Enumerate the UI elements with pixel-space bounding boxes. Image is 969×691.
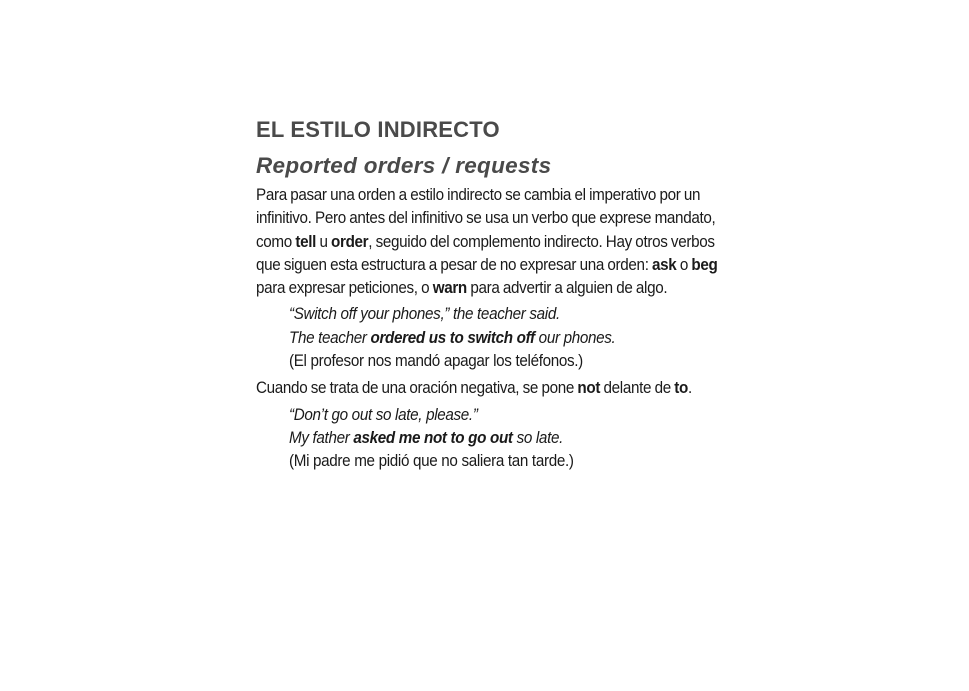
intro-text-2: u [316,232,332,251]
keyword-tell: tell [295,232,317,251]
intro-text-6: para advertir a alguien de algo. [466,279,668,298]
keyword-ask: ask [652,255,677,274]
intro-text-5: para expresar peticiones, o [256,279,433,298]
negative-text-1: Cuando se trata de una oración negativa, se pone [256,379,578,398]
keyword-to: to [674,379,688,398]
intro-text-3: , seguido del complemento indirecto. Hay otros verbos que siguen esta estructura a pesar de no expresar una orden: [256,232,715,274]
example-block-2 [289,404,731,474]
section-title: EL ESTILO INDIRECTO [256,117,500,142]
example-2-translation: (Mi padre me pidió que no saliera tan tarde.) [289,452,574,471]
keyword-not: not [577,379,601,398]
example-1-quote: “Switch off your phones,” the teacher said. [289,305,560,324]
keyword-beg: beg [691,255,718,274]
example-2-quote: “Don’t go out so late, please.” [289,405,478,424]
intro-text-1: Para pasar una orden a estilo indirecto se cambia el imperativo por un infinitivo. Pero antes del infinitivo se usa un verbo que exprese mandato, como [256,186,716,251]
negative-paragraph [256,377,726,400]
intro-text-4: o [676,255,692,274]
example-1-translation: (El profesor nos mandó apagar los teléfonos.) [289,352,583,371]
document-page [256,114,726,474]
example-1-reported: The teacher ordered us to switch off our phones. [289,328,616,347]
negative-text-2: delante de [600,379,675,398]
keyword-order: order [331,232,369,251]
example-block-1 [289,303,731,373]
intro-paragraph [256,184,726,300]
negative-text-3: . [687,379,692,398]
section-subtitle: Reported orders / requests [256,153,552,178]
example-2-reported: My father asked me not to go out so late. [289,428,564,447]
keyword-warn: warn [432,279,467,298]
